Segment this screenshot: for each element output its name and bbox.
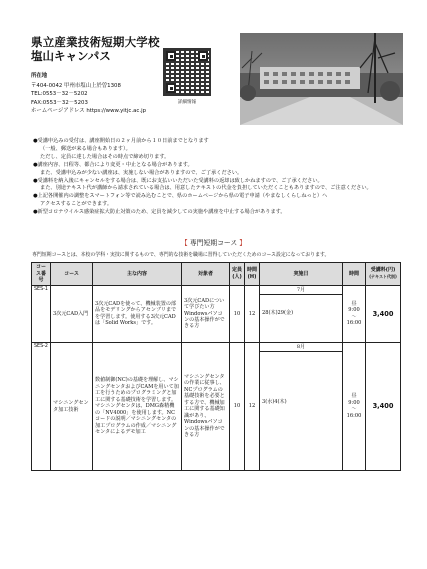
course-capacity: 10 bbox=[230, 342, 245, 470]
note-line: ●新型コロナウイルス感染症拡大防止対策のため、定員を減少しての実施や講座を中止する場合があります。 bbox=[33, 209, 286, 216]
course-target: 3次元CADについて学びたい方 Windowsパソコンの基本操作ができる方 bbox=[182, 285, 230, 342]
course-content: 数値制御(NC)の基礎を理解し、マシニングセンタおよびCAMを用いて加工を行うためのプログラミングと加工に関する基礎技術を学習します。マシニングセンタは、DMG森精機の「NV4000」を使用します。NCコードの説明／マシニングセンタの加工プログラムの作成／マシニングセンタによるデモ加工 bbox=[93, 342, 182, 470]
note-line: ●講座内容、日程等、都合により変更・中止となる場合があります。 bbox=[33, 161, 193, 168]
school-name: 県立産業技術短期大学校 bbox=[31, 35, 160, 49]
course-target: マシニングセンタの作業に従事し、NCプログラムの基礎技術を必要とする方で、機械加工に関する基礎知識があり、Windowsパソコンの基本操作ができる方 bbox=[182, 342, 230, 470]
campus-photo-image bbox=[240, 33, 403, 125]
time-start: 9:00 bbox=[348, 399, 360, 406]
section-bracket-close: 】 bbox=[239, 239, 247, 247]
address-label: 所在地 bbox=[31, 73, 48, 79]
header-time: 時間 bbox=[343, 263, 366, 286]
course-name: マシニングセンタ加工技術 bbox=[51, 342, 93, 470]
time-end: 16:00 bbox=[346, 412, 362, 419]
course-name: 3次元CAD入門 bbox=[51, 285, 93, 342]
qr-caption: 詳細情報 bbox=[177, 100, 197, 105]
header-course: コース bbox=[51, 263, 93, 286]
note-line: また、受講申込みが少ない講座は、実施しない場合がありますので、ご了承ください。 bbox=[40, 169, 243, 176]
campus-name: 塩山キャンパス bbox=[31, 49, 111, 63]
section-bracket-open: 【 bbox=[180, 239, 188, 247]
campus-photo bbox=[240, 33, 403, 125]
time-label: 昼 bbox=[351, 300, 357, 307]
course-dates bbox=[260, 285, 343, 342]
course-date-values: 3(水)4(木) bbox=[262, 398, 287, 405]
course-code: SES-2 bbox=[32, 342, 51, 470]
course-date-values: 28(木)29(金) bbox=[262, 309, 294, 316]
table-row[interactable] bbox=[32, 285, 401, 342]
header-content: 主な内容 bbox=[93, 263, 182, 286]
table-row[interactable] bbox=[32, 342, 401, 470]
note-line: また、別途テキスト代が講師から請求されている場合は、用意したテキストの代金を負担していただくこともありますので、ご注意ください。 bbox=[40, 185, 372, 192]
header-fee-note: (テキスト代別) bbox=[369, 273, 397, 279]
section-title: 専門短期コース bbox=[187, 239, 240, 247]
postal-address: 〒404-0042 甲州市塩山上於曽1308 bbox=[31, 82, 121, 89]
course-hours: 12 bbox=[245, 342, 260, 470]
course-time bbox=[343, 342, 366, 470]
time-separator: ～ bbox=[351, 406, 357, 413]
course-time bbox=[343, 285, 366, 342]
homepage-url[interactable]: ホームページアドレス https://www.yitjc.ac.jp bbox=[31, 108, 146, 115]
note-line: ●上記各開催内の調整をスマートフォン等で読み込むことで、県のホームページから県の電子申請（やまなしくらしねっと）へ bbox=[33, 193, 328, 200]
course-dates bbox=[260, 342, 343, 470]
section-heading bbox=[0, 237, 427, 247]
course-fee: 3,400 bbox=[366, 285, 401, 342]
course-month: 8月 bbox=[260, 343, 342, 352]
header-code: コース番号 bbox=[32, 263, 51, 286]
fax-number: FAX:0553－32－5203 bbox=[31, 99, 88, 106]
time-label: 昼 bbox=[351, 393, 357, 400]
tel-number: TEL:0553－32－5202 bbox=[31, 91, 88, 98]
table-header-row bbox=[32, 263, 401, 286]
header-fee-label: 受講料(円) bbox=[370, 267, 396, 274]
header-target: 対象者 bbox=[182, 263, 230, 286]
course-month: 7月 bbox=[260, 286, 342, 295]
course-fee: 3,400 bbox=[366, 342, 401, 470]
note-line: ●受講申込みの受付は、講座開始日の２ヶ月前から１０日前までとなります bbox=[33, 138, 209, 144]
course-content: 3次元CADを使って、機械装置の部品をモデリングからアセンブリまでを学習します。使用する3次元CADは「Solid Works」です。 bbox=[93, 285, 182, 342]
time-end: 16:00 bbox=[346, 320, 362, 327]
qr-code[interactable] bbox=[163, 48, 211, 96]
course-capacity: 10 bbox=[230, 285, 245, 342]
note-line: ただし、定員に達した場合はその時点で締め切ります。 bbox=[40, 153, 170, 160]
address-block bbox=[31, 72, 146, 116]
notes-list bbox=[33, 138, 403, 217]
course-table bbox=[31, 262, 401, 471]
header-hours: 時間(H) bbox=[245, 263, 260, 286]
time-separator: ～ bbox=[351, 313, 357, 320]
course-hours: 12 bbox=[245, 285, 260, 342]
note-line: アクセスすることができます。 bbox=[40, 201, 113, 208]
header-fee bbox=[366, 263, 401, 286]
header-dates: 実施日 bbox=[260, 263, 343, 286]
course-code: SES-1 bbox=[32, 285, 51, 342]
section-intro: 専門短期コースとは、本校の学科・実技に関するもので、専門的な技術を職場に習得していただくためのコース設定になっております。 bbox=[32, 252, 330, 258]
note-line: （一般、郵送が来る場合もあります）。 bbox=[40, 145, 131, 152]
note-line: ●受講料を納入後にキャンセルをする場合は、既にお支払いいただいた受講料の返却は致しかねますので、ご了承ください。 bbox=[33, 177, 323, 184]
header-capacity: 定員(人) bbox=[230, 263, 245, 286]
time-start: 9:00 bbox=[348, 307, 360, 314]
